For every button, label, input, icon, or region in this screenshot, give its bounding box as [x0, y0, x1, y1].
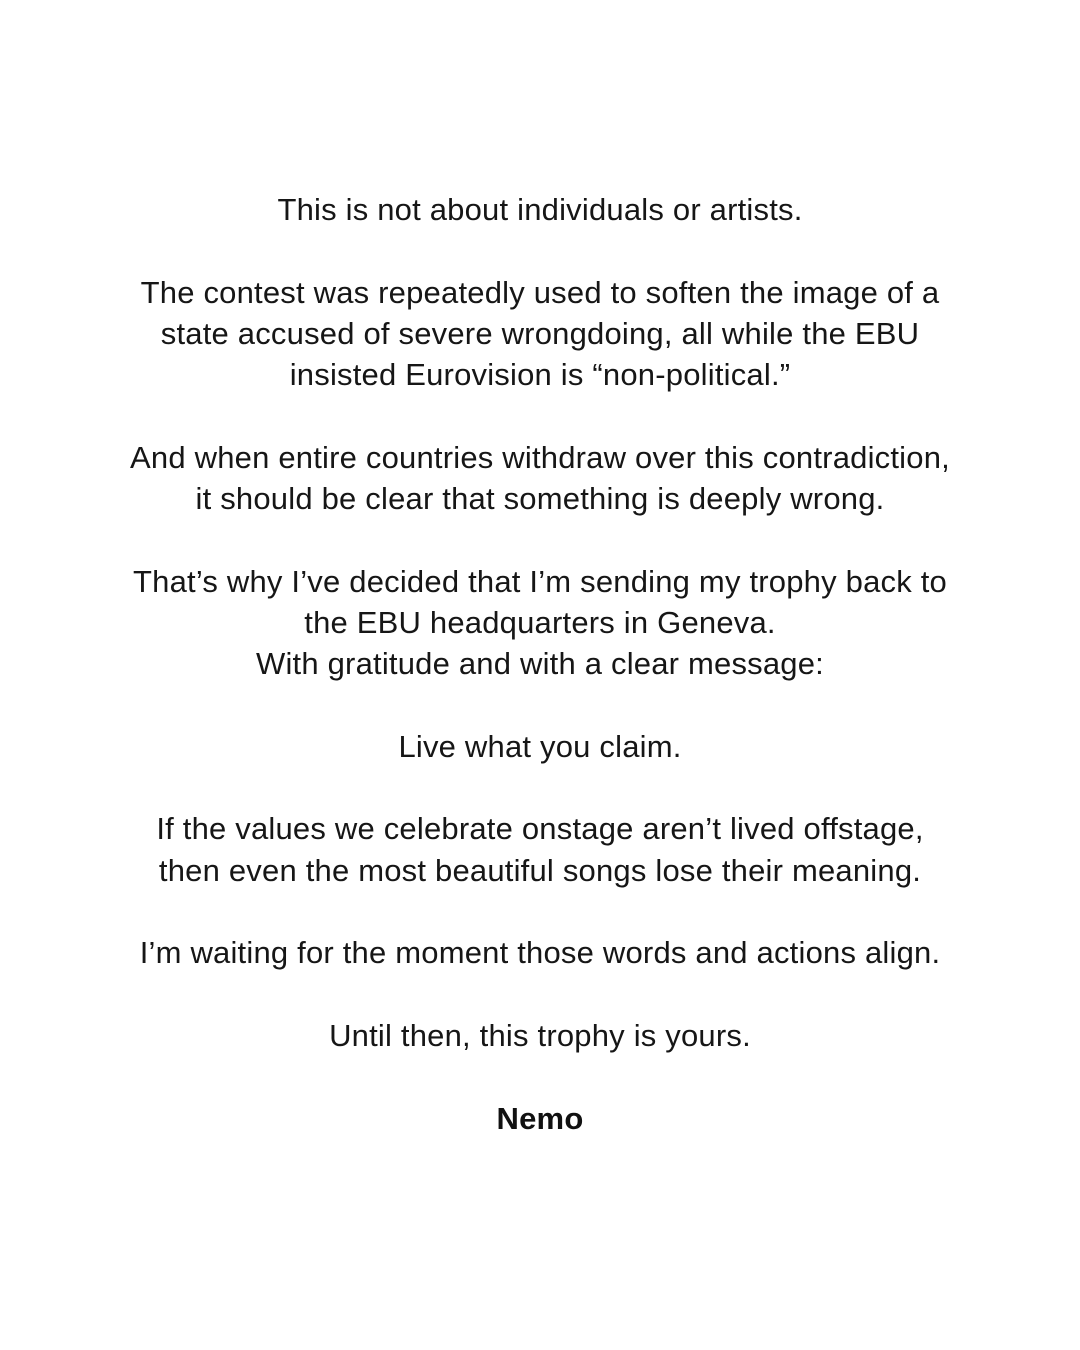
paragraph-waiting: [0, 932, 1080, 973]
text-line: If the values we celebrate onstage aren’t lived offstage,: [156, 811, 924, 847]
signature: Nemo: [496, 1100, 584, 1136]
text-line: With gratitude and with a clear message:: [256, 646, 824, 682]
paragraph-intro: [0, 189, 1080, 230]
text-line: then even the most beautiful songs lose their meaning.: [158, 852, 922, 888]
text-line: insisted Eurovision is “non-political.”: [289, 357, 791, 393]
paragraph-trophy: [0, 561, 1080, 685]
statement-text: [0, 189, 1080, 1139]
text-line: That’s why I’ve decided that I’m sending my trophy back to: [133, 563, 947, 599]
text-line: This is not about individuals or artists.: [277, 192, 803, 227]
paragraph-message: [0, 726, 1080, 767]
text-line: And when entire countries withdraw over this contradiction,: [130, 439, 950, 475]
paragraph-contest: [0, 272, 1080, 396]
text-line: it should be clear that something is deeply wrong.: [195, 481, 885, 517]
paragraph-values: [0, 808, 1080, 891]
text-line: the EBU headquarters in Geneva.: [304, 604, 776, 640]
text-line: Live what you claim.: [398, 728, 682, 764]
text-line: Until then, this trophy is yours.: [329, 1017, 751, 1053]
text-line: state accused of severe wrongdoing, all while the EBU: [160, 315, 920, 351]
paragraph-closing: [0, 1015, 1080, 1056]
paragraph-withdraw: [0, 437, 1080, 520]
text-line: I’m waiting for the moment those words and actions align.: [139, 935, 941, 971]
text-line: The contest was repeatedly used to soften the image of a: [140, 274, 940, 310]
